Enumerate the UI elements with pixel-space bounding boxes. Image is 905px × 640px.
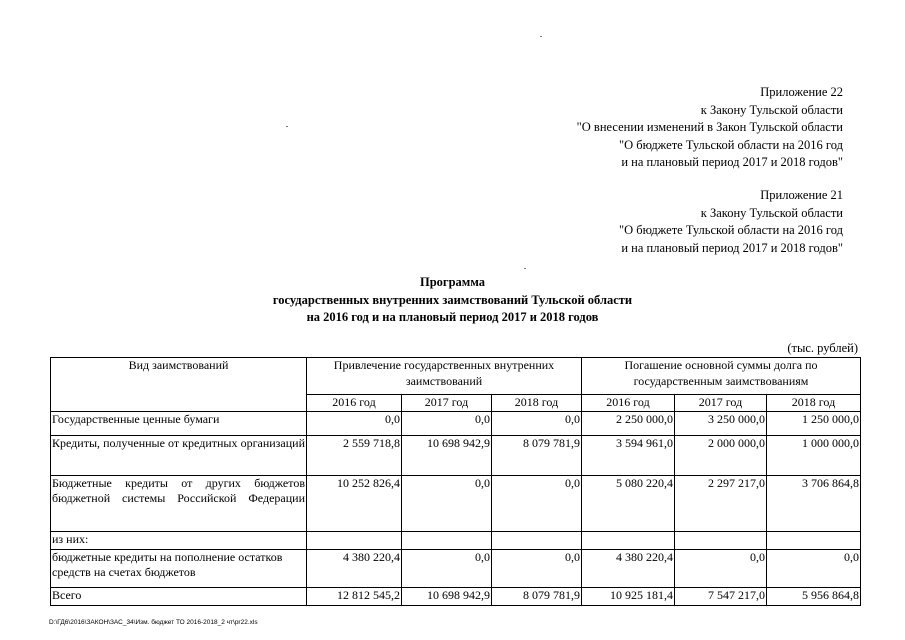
borrowing-table	[50, 357, 861, 606]
cell-value: 3 250 000,0	[675, 411, 767, 435]
table-row	[51, 531, 861, 549]
cell-value: 1 000 000,0	[767, 435, 861, 475]
title-line: на 2016 год и на плановый период 2017 и 2018 годов	[306, 310, 599, 324]
cell-value: 3 706 864,8	[767, 475, 861, 531]
table-row	[51, 435, 861, 475]
scan-speck	[524, 268, 526, 269]
year-header: 2016 год	[582, 395, 675, 412]
scan-speck	[286, 126, 288, 127]
cell-value: 10 698 942,9	[402, 435, 492, 475]
cell-value: 2 250 000,0	[582, 411, 675, 435]
cell-value: 2 559 718,8	[307, 435, 402, 475]
row-label: Всего	[51, 587, 307, 605]
table-row	[51, 411, 861, 435]
cell-value: 5 080 220,4	[582, 475, 675, 531]
cell-value: 5 956 864,8	[767, 587, 861, 605]
cell-value: 7 547 217,0	[675, 587, 767, 605]
col-header-attraction: Привлечение государственных внутренних заимствований	[307, 358, 582, 395]
cell-empty	[492, 531, 582, 549]
appendix-line: "О внесении изменений в Закон Тульской области	[576, 120, 843, 134]
row-label: Государственные ценные бумаги	[51, 411, 307, 435]
cell-value: 10 252 826,4	[307, 475, 402, 531]
cell-value: 10 925 181,4	[582, 587, 675, 605]
cell-value: 0,0	[675, 549, 767, 587]
title-line: государственных внутренних заимствований Тульской области	[272, 292, 633, 307]
year-header: 2018 год	[492, 395, 582, 412]
cell-value: 10 698 942,9	[402, 587, 492, 605]
cell-value: 0,0	[492, 411, 582, 435]
cell-value: 0,0	[402, 475, 492, 531]
cell-value: 0,0	[402, 411, 492, 435]
appendix-line: Приложение 22	[760, 85, 843, 99]
cell-value: 8 079 781,9	[492, 435, 582, 475]
table-row-total	[51, 587, 861, 605]
row-label: из них:	[51, 531, 307, 549]
cell-value: 12 812 545,2	[307, 587, 402, 605]
file-path-footer: D:\ГД6\2016\ЗАКОН\ЗАС_34\Изм. бюджет ТО 2016-2018_2 чт\pr22.xls	[49, 619, 258, 626]
appendix-22-block	[577, 84, 843, 172]
row-label: Кредиты, полученные от кредитных организаций	[51, 435, 307, 475]
cell-value: 4 380 220,4	[582, 549, 675, 587]
title-line: Программа	[420, 275, 485, 289]
row-label: бюджетные кредиты на пополнение остатков средств на счетах бюджетов	[51, 549, 307, 587]
cell-value: 2 297 217,0	[675, 475, 767, 531]
cell-value: 0,0	[307, 411, 402, 435]
cell-value: 8 079 781,9	[492, 587, 582, 605]
cell-value: 2 000 000,0	[675, 435, 767, 475]
appendix-line: к Закону Тульской области	[700, 205, 843, 220]
appendix-line: Приложение 21	[760, 188, 843, 202]
year-header: 2016 год	[307, 395, 402, 412]
cell-value: 1 250 000,0	[767, 411, 861, 435]
col-header-kind: Вид заимствований	[51, 358, 307, 412]
appendix-line: к Закону Тульской области	[700, 102, 843, 117]
col-header-repayment: Погашение основной суммы долга по государственным заимствованиям	[582, 358, 861, 395]
cell-empty	[675, 531, 767, 549]
cell-empty	[402, 531, 492, 549]
appendix-line: и на плановый период 2017 и 2018 годов"	[621, 240, 843, 255]
appendix-line: и на плановый период 2017 и 2018 годов"	[621, 155, 843, 169]
document-title	[0, 274, 905, 327]
cell-value: 4 380 220,4	[307, 549, 402, 587]
row-label: Бюджетные кредиты от других бюджетов бюджетной системы Российской Федерации	[51, 475, 307, 531]
cell-value: 3 594 961,0	[582, 435, 675, 475]
cell-value: 0,0	[492, 475, 582, 531]
cell-value: 0,0	[492, 549, 582, 587]
appendix-line: "О бюджете Тульской области на 2016 год	[619, 137, 843, 152]
appendix-line: "О бюджете Тульской области на 2016 год	[619, 223, 843, 237]
cell-empty	[582, 531, 675, 549]
year-header: 2018 год	[767, 395, 861, 412]
scan-speck	[540, 36, 542, 37]
table-header-row	[51, 358, 861, 395]
cell-empty	[307, 531, 402, 549]
year-header: 2017 год	[675, 395, 767, 412]
table-row	[51, 549, 861, 587]
cell-empty	[767, 531, 861, 549]
cell-value: 0,0	[402, 549, 492, 587]
appendix-21-block	[619, 187, 843, 257]
year-header: 2017 год	[402, 395, 492, 412]
units-label: (тыс. рублей)	[787, 341, 858, 355]
table-row	[51, 475, 861, 531]
cell-value: 0,0	[767, 549, 861, 587]
